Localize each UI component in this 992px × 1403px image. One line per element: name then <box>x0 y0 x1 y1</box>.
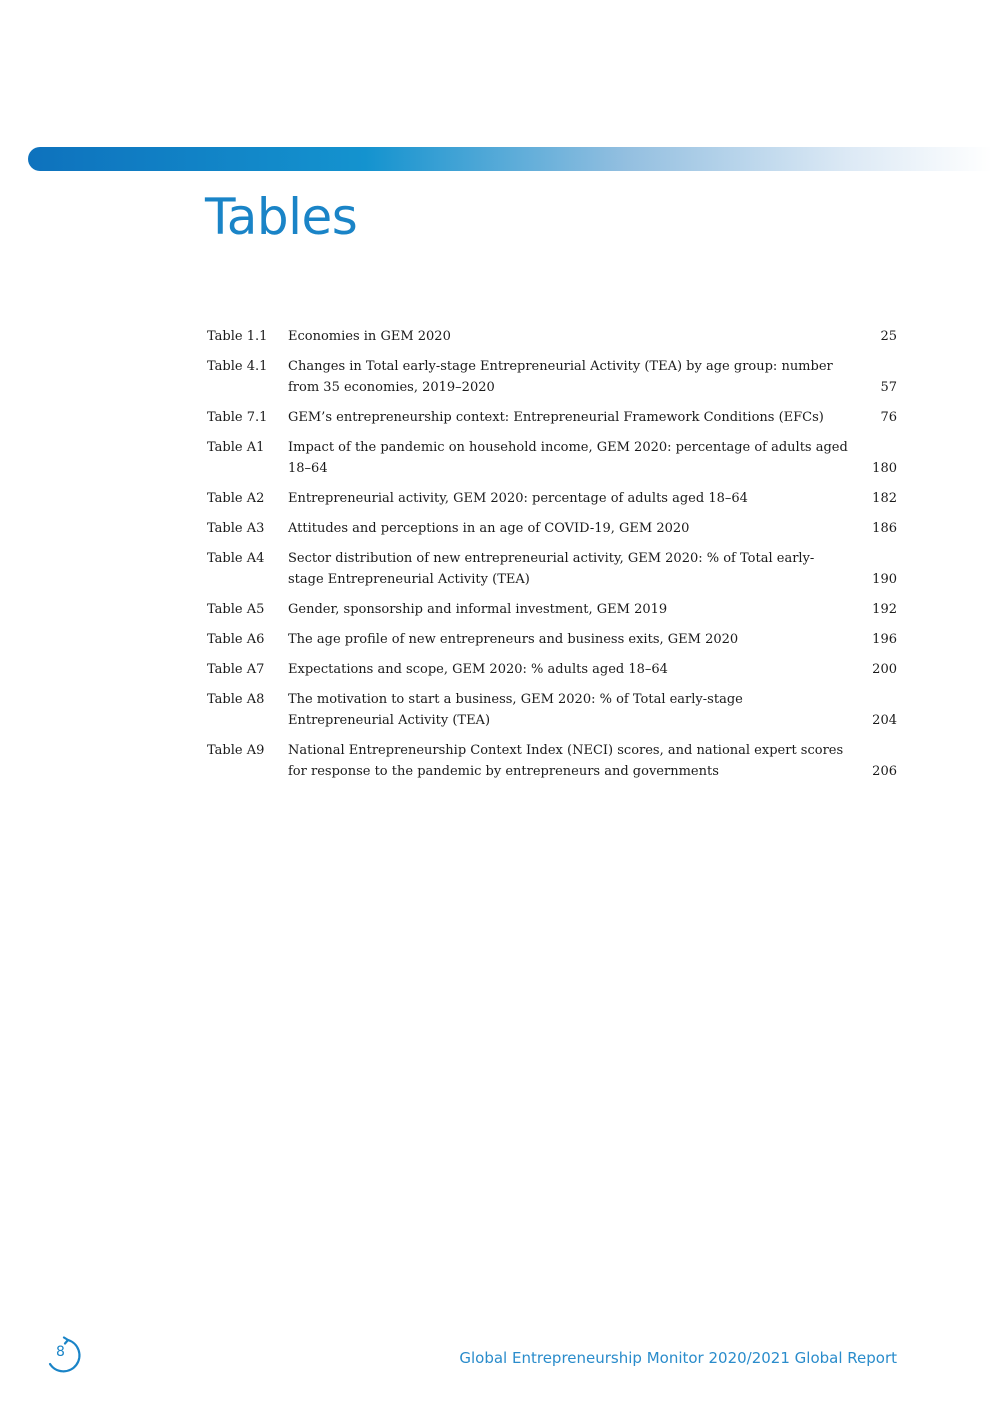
table-list <box>207 326 897 791</box>
toc-label: Table A5 <box>207 602 265 617</box>
toc-label: Table 1.1 <box>207 329 268 344</box>
toc-page-number: 76 <box>880 410 897 425</box>
toc-label: Table A1 <box>207 440 265 455</box>
toc-title: Economies in GEM 2020 <box>288 329 451 344</box>
toc-row[interactable] <box>207 740 897 782</box>
toc-page-number: 57 <box>880 380 897 395</box>
toc-title: The motivation to start a business, GEM 2020: % of Total early-stage Entrepreneurial Activity (TEA) <box>288 692 743 728</box>
toc-label: Table A3 <box>207 521 265 536</box>
toc-title: The age profile of new entrepreneurs and business exits, GEM 2020 <box>288 632 739 647</box>
toc-title: Entrepreneurial activity, GEM 2020: percentage of adults aged 18–64 <box>288 491 748 506</box>
toc-label: Table A2 <box>207 491 265 506</box>
page-title: Tables <box>205 188 358 246</box>
toc-row[interactable] <box>207 518 897 539</box>
toc-label: Table 7.1 <box>207 410 268 425</box>
toc-page-number: 206 <box>872 764 897 779</box>
toc-row[interactable] <box>207 659 897 680</box>
header-banner <box>28 147 992 171</box>
toc-label: Table A6 <box>207 632 265 647</box>
footer-report-title: Global Entrepreneurship Monitor 2020/2021 Global Report <box>459 1349 897 1367</box>
toc-page-number: 182 <box>872 491 897 506</box>
toc-title: Gender, sponsorship and informal investment, GEM 2019 <box>288 602 668 617</box>
toc-title: Attitudes and perceptions in an age of COVID-19, GEM 2020 <box>288 521 690 536</box>
toc-title: Expectations and scope, GEM 2020: % adults aged 18–64 <box>288 662 668 677</box>
toc-title: National Entrepreneurship Context Index (NECI) scores, and national expert scores for response to the pandemic by entrepreneurs and governments <box>288 743 844 779</box>
toc-label: Table A4 <box>207 551 265 566</box>
toc-row[interactable] <box>207 356 897 398</box>
toc-label: Table A9 <box>207 743 265 758</box>
toc-row[interactable] <box>207 437 897 479</box>
toc-row[interactable] <box>207 599 897 620</box>
toc-title: Changes in Total early-stage Entrepreneurial Activity (TEA) by age group: number from 35 economies, 2019–2020 <box>288 359 833 395</box>
toc-title: GEM’s entrepreneurship context: Entrepreneurial Framework Conditions (EFCs) <box>288 410 824 425</box>
toc-title: Impact of the pandemic on household income, GEM 2020: percentage of adults aged 18–64 <box>288 440 848 476</box>
toc-label: Table 4.1 <box>207 359 268 374</box>
toc-page-number: 180 <box>872 461 897 476</box>
toc-label: Table A8 <box>207 692 265 707</box>
toc-row[interactable] <box>207 548 897 590</box>
toc-page-number: 192 <box>872 602 897 617</box>
toc-page-number: 186 <box>872 521 897 536</box>
toc-page-number: 25 <box>880 329 897 344</box>
toc-row[interactable] <box>207 326 897 347</box>
toc-label: Table A7 <box>207 662 265 677</box>
toc-title: Sector distribution of new entrepreneurial activity, GEM 2020: % of Total early-stage Entrepreneurial Activity (TEA) <box>288 551 815 587</box>
toc-row[interactable] <box>207 407 897 428</box>
toc-row[interactable] <box>207 689 897 731</box>
toc-page-number: 204 <box>872 713 897 728</box>
toc-row[interactable] <box>207 629 897 650</box>
toc-row[interactable] <box>207 488 897 509</box>
toc-page-number: 200 <box>872 662 897 677</box>
toc-page-number: 196 <box>872 632 897 647</box>
page-number: 8 <box>56 1344 65 1360</box>
toc-page-number: 190 <box>872 572 897 587</box>
